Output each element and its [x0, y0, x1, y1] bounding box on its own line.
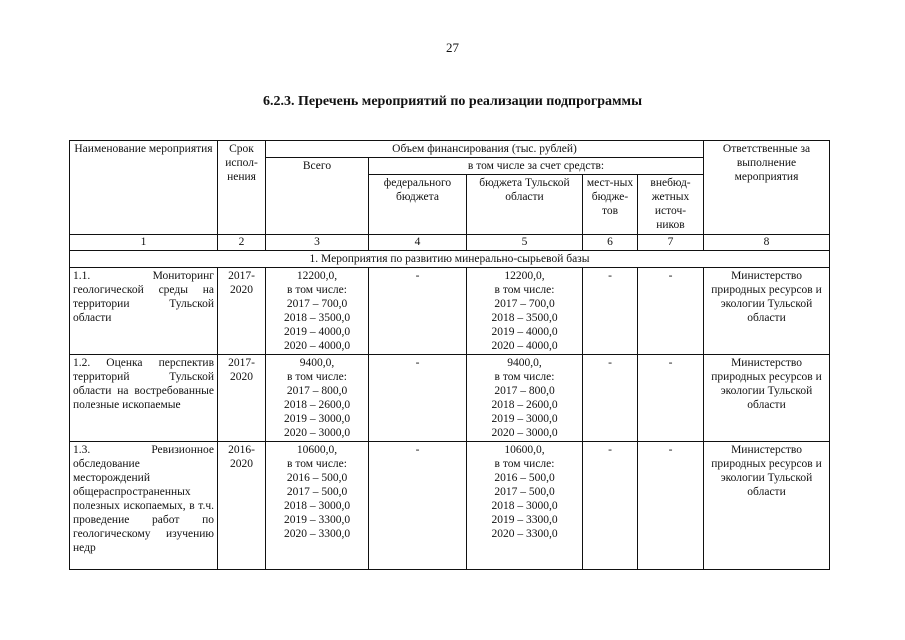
header-total: Всего	[266, 158, 369, 235]
total-line: 2017 – 500,0	[286, 486, 348, 498]
regional-line: 2016 – 500,0	[494, 472, 555, 484]
column-number: 2	[218, 235, 266, 251]
local-funding: -	[583, 355, 638, 442]
activity-name: 1.3. Ревизионное обследование месторождений общераспространенных полезных ископаемых, в т.ч. проведение работ по геологическому изучению недр	[70, 442, 218, 570]
regional-line: 2020 – 3300,0	[491, 528, 558, 540]
total-line: 2017 – 800,0	[286, 385, 348, 397]
regional-line: 2018 – 3500,0	[491, 312, 558, 324]
regional-line: 2019 – 3300,0	[491, 514, 558, 526]
total-line: 2020 – 3000,0	[283, 427, 351, 439]
header-federal: федерального бюджета	[369, 175, 467, 235]
total-line: 2018 – 3500,0	[283, 312, 351, 324]
column-number: 1	[70, 235, 218, 251]
regional-line: 2018 – 2600,0	[491, 399, 558, 411]
total-line: 2019 – 3000,0	[283, 413, 351, 425]
table-row	[70, 355, 830, 442]
total-line: 2020 – 4000,0	[283, 340, 351, 352]
regional-funding-cell	[467, 355, 583, 442]
total-funding-cell	[266, 268, 369, 355]
total-line: 2018 – 2600,0	[283, 399, 351, 411]
header-local: мест-ных бюдже-тов	[583, 175, 638, 235]
column-number: 7	[638, 235, 704, 251]
column-number: 4	[369, 235, 467, 251]
total-funding-cell	[266, 355, 369, 442]
total-line: 12200,0,	[296, 270, 338, 282]
page-number: 27	[446, 40, 459, 55]
activity-term: 2017-2020	[218, 268, 266, 355]
extrabudget-funding: -	[638, 442, 704, 570]
federal-funding: -	[369, 355, 467, 442]
responsible-party: Министерство природных ресурсов и экологии Тульской области	[704, 268, 830, 355]
total-line: 2019 – 3300,0	[283, 514, 351, 526]
local-funding: -	[583, 268, 638, 355]
local-funding: -	[583, 442, 638, 570]
activities-table	[69, 140, 830, 570]
regional-line: 2018 – 3000,0	[491, 500, 558, 512]
federal-funding: -	[369, 442, 467, 570]
regional-line: в том числе:	[494, 371, 555, 383]
column-number: 5	[467, 235, 583, 251]
regional-funding-cell	[467, 442, 583, 570]
regional-line: в том числе:	[494, 284, 555, 296]
regional-line: 2019 – 4000,0	[491, 326, 558, 338]
regional-line: 2019 – 3000,0	[491, 413, 558, 425]
regional-funding-cell	[467, 268, 583, 355]
regional-line: 2017 – 700,0	[494, 298, 555, 310]
header-including: в том числе за счет средств:	[369, 158, 704, 175]
table-row	[70, 442, 830, 570]
total-line: в том числе:	[287, 371, 347, 383]
regional-line: 2017 – 500,0	[494, 486, 555, 498]
column-number: 3	[266, 235, 369, 251]
table-row	[70, 268, 830, 355]
regional-line: 2020 – 3000,0	[491, 427, 558, 439]
section-row	[70, 251, 830, 268]
activity-term: 2016-2020	[218, 442, 266, 570]
column-number-row	[70, 235, 830, 251]
header-regional: бюджета Тульской области	[467, 175, 583, 235]
responsible-party: Министерство природных ресурсов и экологии Тульской области	[704, 442, 830, 570]
responsible-party: Министерство природных ресурсов и экологии Тульской области	[704, 355, 830, 442]
extrabudget-funding: -	[638, 355, 704, 442]
activity-name: 1.2. Оценка перспектив территорий Тульской области на востребованные полезные ископаемые	[70, 355, 218, 442]
total-line: в том числе:	[287, 458, 347, 470]
total-line: в том числе:	[287, 284, 347, 296]
page-title: 6.2.3. Перечень мероприятий по реализации подпрограммы	[262, 94, 643, 109]
activity-term: 2017-2020	[218, 355, 266, 442]
section-title: 1. Мероприятия по развитию минерально-сырьевой базы	[70, 251, 830, 268]
column-number: 8	[704, 235, 830, 251]
total-line: 2019 – 4000,0	[283, 326, 351, 338]
total-funding-cell	[266, 442, 369, 570]
column-number: 6	[583, 235, 638, 251]
regional-line: 10600,0,	[504, 444, 545, 456]
total-line: 2018 – 3000,0	[283, 500, 351, 512]
header-extrabudget: внебюд-жетных источ-ников	[638, 175, 704, 235]
header-responsible: Ответственные за выполнение мероприятия	[704, 141, 830, 235]
extrabudget-funding: -	[638, 268, 704, 355]
regional-line: 9400,0,	[507, 357, 542, 369]
total-line: 2017 – 700,0	[286, 298, 348, 310]
activity-name: 1.1. Мониторинг геологической среды на территории Тульской области	[70, 268, 218, 355]
total-line: 2020 – 3300,0	[283, 528, 351, 540]
header-funding: Объем финансирования (тыс. рублей)	[266, 141, 704, 158]
header-term: Срок испол-нения	[218, 141, 266, 235]
regional-line: 2017 – 800,0	[494, 385, 555, 397]
regional-line: 2020 – 4000,0	[491, 340, 558, 352]
regional-line: в том числе:	[494, 458, 555, 470]
header-name: Наименование мероприятия	[70, 141, 218, 235]
regional-line: 12200,0,	[504, 270, 545, 282]
federal-funding: -	[369, 268, 467, 355]
total-line: 10600,0,	[296, 444, 338, 456]
total-line: 2016 – 500,0	[286, 472, 348, 484]
total-line: 9400,0,	[299, 357, 335, 369]
